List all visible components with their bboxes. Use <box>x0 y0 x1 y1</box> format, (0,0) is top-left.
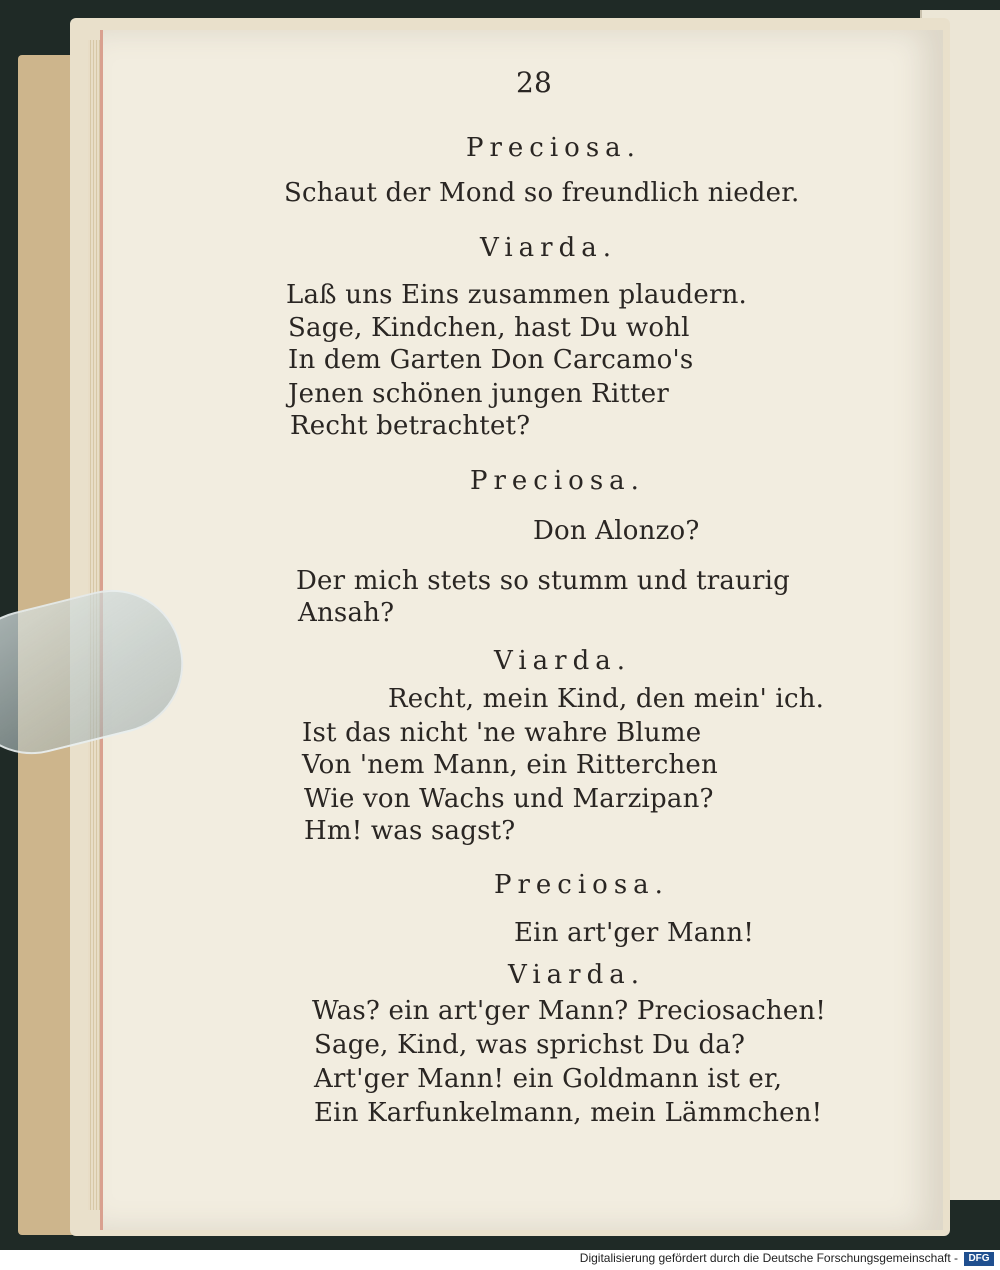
speaker-heading: Viarda. <box>480 233 617 263</box>
verse-line: Was? ein art'ger Mann? Preciosachen! <box>312 996 827 1026</box>
speaker-heading: Preciosa. <box>470 466 645 496</box>
verse-line: Der mich stets so stumm und traurig <box>296 566 790 596</box>
verse-line: Ansah? <box>298 598 395 628</box>
verse-line: Schaut der Mond so freundlich nieder. <box>284 178 800 208</box>
verse-line: Wie von Wachs und Marzipan? <box>304 784 714 814</box>
verse-line: Ein art'ger Mann! <box>514 918 755 948</box>
verse-line: Ist das nicht 'ne wahre Blume <box>302 718 702 748</box>
speaker-heading: Preciosa. <box>494 870 669 900</box>
speaker-heading: Viarda. <box>508 960 645 990</box>
verse-line: Jenen schönen jungen Ritter <box>288 379 669 409</box>
verse-line: Laß uns Eins zusammen plaudern. <box>286 280 748 310</box>
verse-line: Art'ger Mann! ein Goldmann ist er, <box>314 1064 783 1094</box>
verse-line: In dem Garten Don Carcamo's <box>288 345 694 375</box>
verse-line: Sage, Kind, was sprichst Du da? <box>314 1030 746 1060</box>
verse-line: Recht, mein Kind, den mein' ich. <box>388 684 825 714</box>
verse-line: Ein Karfunkelmann, mein Lämmchen! <box>314 1098 823 1128</box>
page-number: 28 <box>516 66 553 99</box>
verse-line: Recht betrachtet? <box>290 411 531 441</box>
dfg-logo: DFG <box>964 1252 994 1266</box>
verse-line: Von 'nem Mann, ein Ritterchen <box>302 750 718 780</box>
funding-credit: Digitalisierung gefördert durch die Deutsche Forschungsgemeinschaft - <box>579 1251 958 1265</box>
speaker-heading: Preciosa. <box>466 133 641 163</box>
verse-line: Sage, Kindchen, hast Du wohl <box>288 313 690 343</box>
verse-line: Don Alonzo? <box>533 516 700 546</box>
verse-line: Hm! was sagst? <box>304 816 516 846</box>
speaker-heading: Viarda. <box>494 646 631 676</box>
